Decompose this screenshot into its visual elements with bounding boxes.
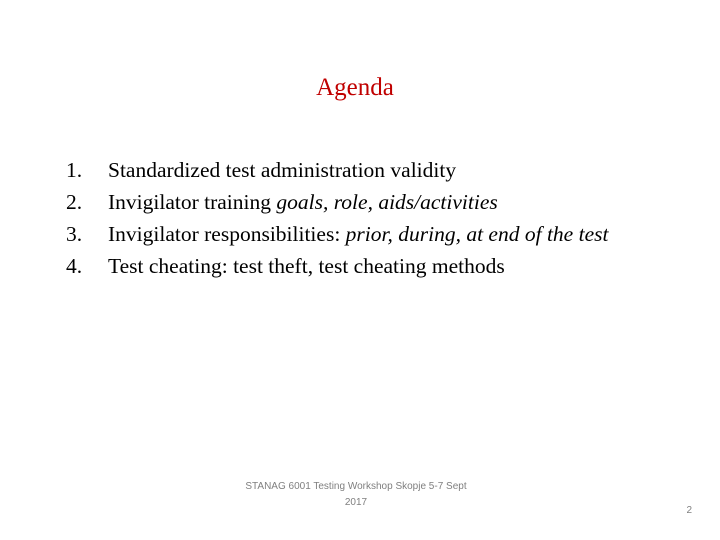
agenda-list — [66, 154, 666, 282]
item-number: 3. — [66, 222, 83, 246]
item-text-italic-part: prior, during, at end of the test — [345, 222, 609, 246]
list-item — [66, 218, 666, 250]
item-number: 4. — [66, 254, 83, 278]
item-text — [108, 186, 628, 218]
slide-footer: STANAG 6001 Testing Workshop Skopje 5-7 Sept 2017 — [245, 481, 467, 508]
list-item — [66, 186, 666, 218]
item-text-part: Standardized test administration validity — [108, 158, 457, 182]
item-text-part: Invigilator responsibilities: — [108, 222, 346, 246]
slide-title: Agenda — [316, 74, 394, 101]
list-item — [66, 250, 666, 282]
item-number: 1. — [66, 158, 83, 182]
item-text — [108, 154, 628, 186]
page-number: 2 — [686, 505, 692, 516]
item-text-part: Invigilator training — [108, 190, 277, 214]
item-text-italic-part: goals, role, aids/activities — [276, 190, 498, 214]
list-item — [66, 154, 666, 186]
item-text — [108, 218, 628, 250]
item-text-part: Test cheating: test theft, test cheating methods — [108, 254, 505, 278]
item-text — [108, 250, 628, 282]
item-number: 2. — [66, 190, 83, 214]
